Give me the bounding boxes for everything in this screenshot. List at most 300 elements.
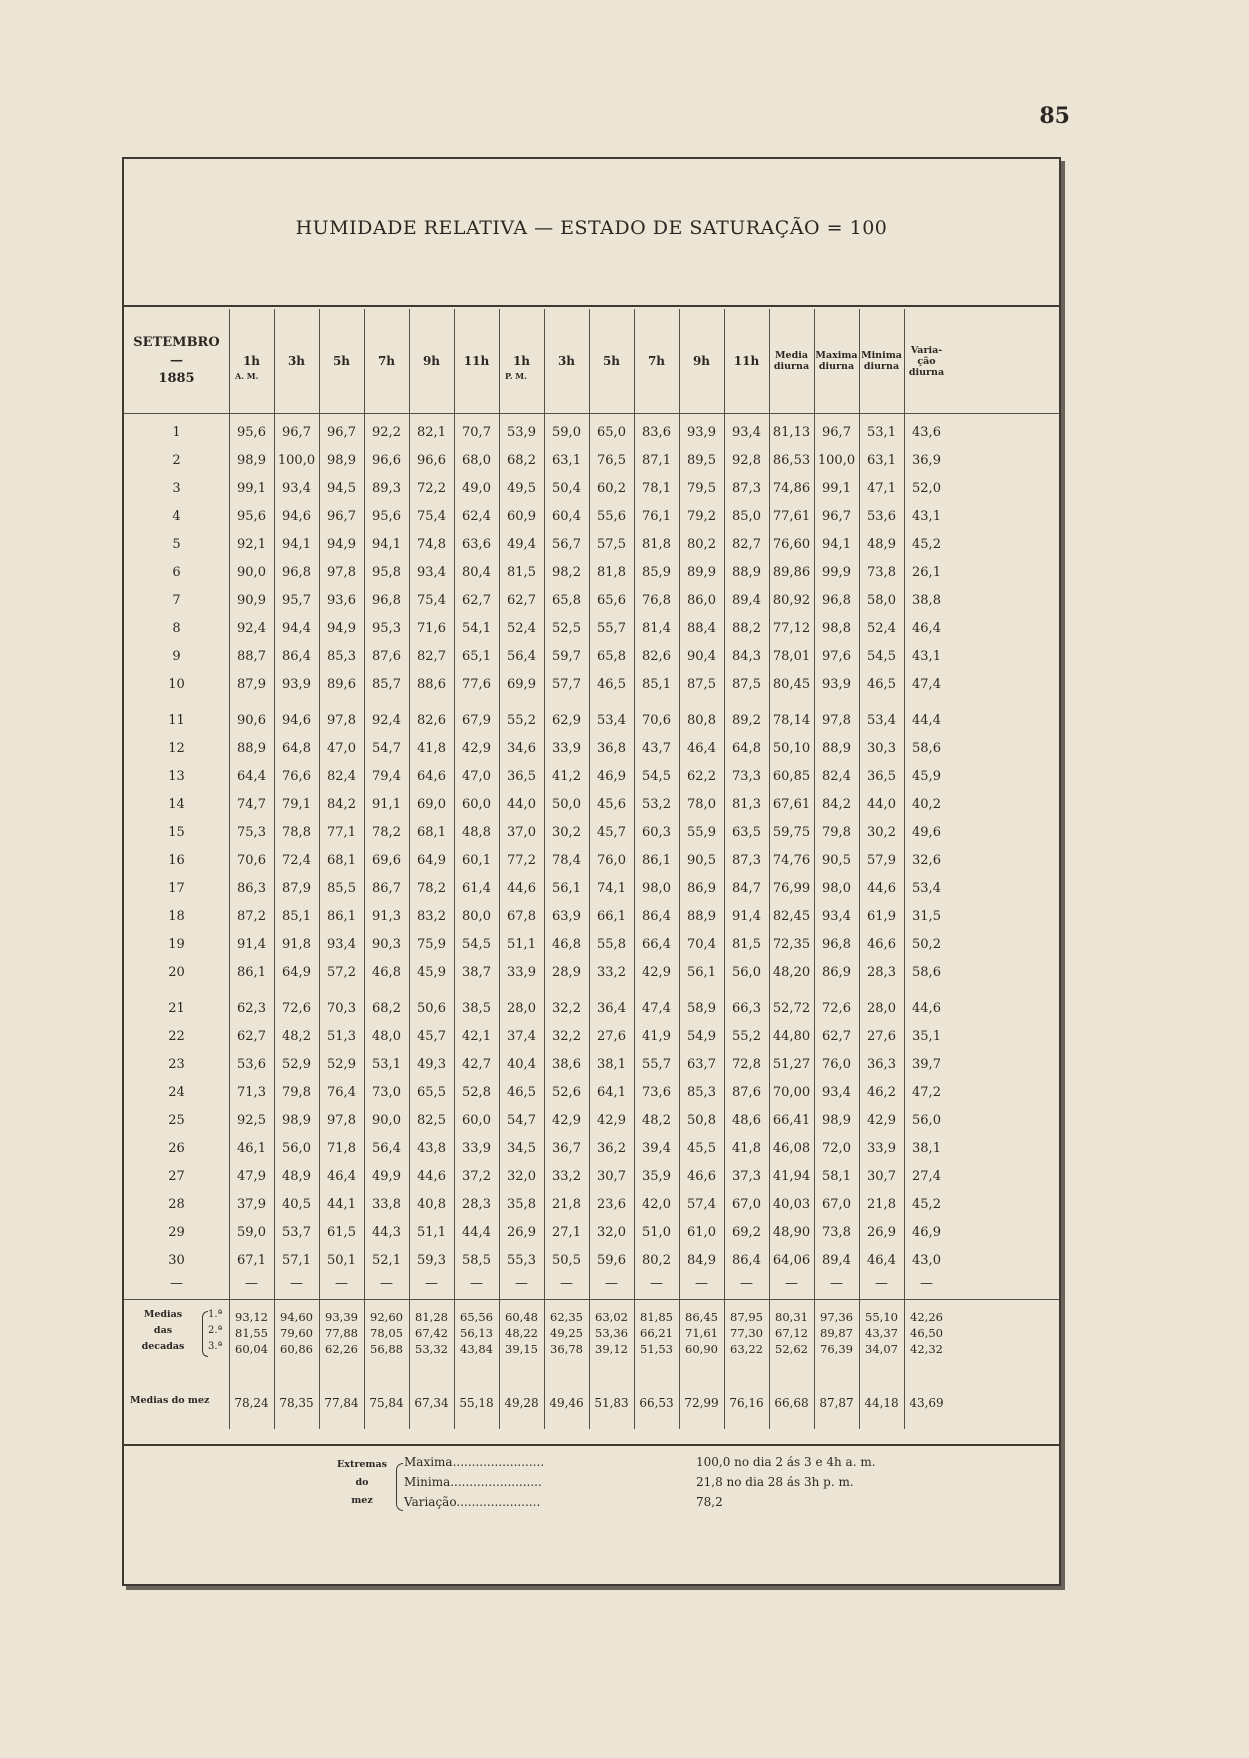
value-cell: 50,10 [772, 741, 811, 756]
value-cell: 51,1 [417, 1225, 446, 1240]
decada-value: 39,12 [595, 1342, 628, 1356]
value-cell: 62,9 [552, 713, 581, 728]
decadas-rule [124, 1299, 1059, 1300]
value-cell: 96,6 [417, 453, 446, 468]
value-cell: 50,4 [552, 481, 581, 496]
value-cell: 56,7 [552, 537, 581, 552]
value-cell: 90,5 [822, 853, 851, 868]
value-cell: 98,9 [327, 453, 356, 468]
value-cell: 64,8 [732, 741, 761, 756]
value-cell: 28,3 [462, 1197, 491, 1212]
day-number: 14 [168, 797, 185, 812]
table-row [124, 1023, 1059, 1051]
hour-label: 1h [242, 354, 261, 368]
value-cell: 88,4 [687, 621, 716, 636]
value-cell: 55,6 [597, 509, 626, 524]
dash-mark: — [875, 1276, 888, 1291]
decada-value: 63,22 [730, 1342, 763, 1356]
value-cell: 27,6 [867, 1029, 896, 1044]
value-cell: 63,9 [552, 909, 581, 924]
mez-value: 44,18 [864, 1396, 899, 1410]
decada-value: 92,60 [370, 1310, 403, 1324]
value-cell: 83,6 [642, 425, 671, 440]
hour-label: 1h [512, 354, 531, 368]
value-cell: 90,5 [687, 853, 716, 868]
value-cell: 58,6 [912, 965, 941, 980]
value-cell: 70,4 [687, 937, 716, 952]
value-cell: 69,9 [507, 677, 536, 692]
value-cell: 50,8 [687, 1113, 716, 1128]
value-cell: 52,4 [507, 621, 536, 636]
table-row [124, 791, 1059, 819]
value-cell: 21,8 [867, 1197, 896, 1212]
value-cell: 40,5 [282, 1197, 311, 1212]
value-cell: 53,1 [867, 425, 896, 440]
value-cell: 44,6 [507, 881, 536, 896]
value-cell: 82,6 [642, 649, 671, 664]
value-cell: 86,1 [642, 853, 671, 868]
value-cell: 52,0 [912, 481, 941, 496]
day-number: 9 [172, 649, 181, 664]
value-cell: 93,4 [732, 425, 761, 440]
value-cell: 87,2 [237, 909, 266, 924]
value-cell: 28,0 [867, 1001, 896, 1016]
value-cell: 59,0 [552, 425, 581, 440]
value-cell: 87,6 [732, 1085, 761, 1100]
value-cell: 42,9 [597, 1113, 626, 1128]
value-cell: 93,4 [822, 1085, 851, 1100]
value-cell: 95,8 [372, 565, 401, 580]
value-cell: 80,92 [772, 593, 811, 608]
value-cell: 98,2 [552, 565, 581, 580]
value-cell: 39,7 [912, 1057, 941, 1072]
value-cell: 44,3 [372, 1225, 401, 1240]
value-cell: 93,9 [822, 677, 851, 692]
value-cell: 64,6 [417, 769, 446, 784]
header-hour-5 [409, 309, 454, 413]
extremas-bracket [396, 1463, 403, 1511]
value-cell: 89,9 [687, 565, 716, 580]
value-cell: 66,3 [732, 1001, 761, 1016]
value-cell: 46,4 [687, 741, 716, 756]
value-cell: 48,9 [867, 537, 896, 552]
value-cell: 55,8 [597, 937, 626, 952]
value-cell: 32,2 [552, 1029, 581, 1044]
value-cell: 44,4 [462, 1225, 491, 1240]
value-cell: 74,1 [597, 881, 626, 896]
value-cell: 84,9 [687, 1253, 716, 1268]
dash-mark: — [920, 1276, 933, 1291]
header-hour-3 [319, 309, 364, 413]
decada-value: 89,87 [820, 1326, 853, 1340]
value-cell: 95,6 [372, 509, 401, 524]
value-cell: 76,0 [822, 1057, 851, 1072]
value-cell: 57,1 [282, 1253, 311, 1268]
value-cell: 97,8 [327, 565, 356, 580]
value-cell: 61,5 [327, 1225, 356, 1240]
decada-value: 43,37 [865, 1326, 898, 1340]
mez-value: 49,28 [504, 1396, 539, 1410]
value-cell: 27,1 [552, 1225, 581, 1240]
day-number: 16 [168, 853, 185, 868]
table-row [124, 531, 1059, 559]
value-cell: 36,2 [597, 1141, 626, 1156]
value-cell: 88,9 [732, 565, 761, 580]
value-cell: 81,5 [732, 937, 761, 952]
value-cell: 57,2 [327, 965, 356, 980]
value-cell: 61,9 [867, 909, 896, 924]
value-cell: 48,2 [282, 1029, 311, 1044]
dash-mark: — [740, 1276, 753, 1291]
mez-value: 78,24 [234, 1396, 269, 1410]
decada-value: 60,04 [235, 1342, 268, 1356]
decadas-label-1: Medias [143, 1309, 183, 1320]
table-row [124, 819, 1059, 847]
value-cell: 89,86 [772, 565, 811, 580]
value-cell: 74,7 [237, 797, 266, 812]
value-cell: 84,2 [822, 797, 851, 812]
value-cell: 80,2 [642, 1253, 671, 1268]
value-cell: 86,4 [282, 649, 311, 664]
value-cell: 94,5 [327, 481, 356, 496]
value-cell: 58,6 [912, 741, 941, 756]
value-cell: 60,9 [507, 509, 536, 524]
value-cell: 73,3 [732, 769, 761, 784]
day-number: 18 [168, 909, 185, 924]
value-cell: 46,8 [372, 965, 401, 980]
table-row [124, 763, 1059, 791]
value-cell: 63,1 [867, 453, 896, 468]
value-cell: 36,8 [597, 741, 626, 756]
value-cell: 87,3 [732, 853, 761, 868]
day-number: 10 [168, 677, 185, 692]
value-cell: 26,9 [507, 1225, 536, 1240]
dash-mark: — [290, 1276, 303, 1291]
medias-mez-label: Medias do mez [130, 1395, 210, 1406]
dash-mark: — [830, 1276, 843, 1291]
value-cell: 56,4 [372, 1141, 401, 1156]
header-month: SETEMBRO [133, 335, 220, 350]
value-cell: 70,00 [772, 1085, 811, 1100]
value-cell: 82,7 [732, 537, 761, 552]
value-cell: 78,14 [772, 713, 811, 728]
value-cell: 72,6 [282, 1001, 311, 1016]
decada-value: 56,88 [370, 1342, 403, 1356]
value-cell: 74,8 [417, 537, 446, 552]
value-cell: 94,1 [372, 537, 401, 552]
decada-value: 62,35 [550, 1310, 583, 1324]
value-cell: 64,4 [237, 769, 266, 784]
value-cell: 52,72 [772, 1001, 811, 1016]
table-row [124, 1163, 1059, 1191]
decadas-label-3: decadas [141, 1341, 185, 1352]
value-cell: 21,8 [552, 1197, 581, 1212]
value-cell: 71,8 [327, 1141, 356, 1156]
value-cell: 46,08 [772, 1141, 811, 1156]
table-row [124, 1079, 1059, 1107]
hour-label: 9h [692, 354, 711, 368]
header-hour-6 [454, 309, 499, 413]
value-cell: 72,6 [822, 1001, 851, 1016]
table-title: HUMIDADE RELATIVA — ESTADO DE SATURAÇÃO = 100 [295, 217, 888, 239]
decada-value: 60,48 [505, 1310, 538, 1324]
value-cell: 96,8 [372, 593, 401, 608]
value-cell: 38,1 [597, 1057, 626, 1072]
value-cell: 51,27 [772, 1057, 811, 1072]
value-cell: 40,8 [417, 1197, 446, 1212]
value-cell: 68,2 [372, 1001, 401, 1016]
decada-value: 78,05 [370, 1326, 403, 1340]
value-cell: 44,6 [912, 1001, 941, 1016]
decada-value: 63,02 [595, 1310, 628, 1324]
value-cell: 78,2 [417, 881, 446, 896]
value-cell: 82,4 [822, 769, 851, 784]
value-cell: 51,0 [642, 1225, 671, 1240]
day-number: 5 [172, 537, 181, 552]
decada-value: 81,28 [415, 1310, 448, 1324]
value-cell: 88,7 [237, 649, 266, 664]
value-cell: 54,9 [687, 1029, 716, 1044]
value-cell: 48,8 [462, 825, 491, 840]
value-cell: 46,4 [327, 1169, 356, 1184]
value-cell: 64,1 [597, 1085, 626, 1100]
table-row [124, 995, 1059, 1023]
value-cell: 62,7 [507, 593, 536, 608]
value-cell: 42,0 [642, 1197, 671, 1212]
value-cell: 50,5 [552, 1253, 581, 1268]
value-cell: 48,2 [642, 1113, 671, 1128]
day-number: 13 [168, 769, 185, 784]
dash-mark: — [245, 1276, 258, 1291]
value-cell: 42,9 [462, 741, 491, 756]
value-cell: 91,3 [372, 909, 401, 924]
value-cell: 34,6 [507, 741, 536, 756]
title-rule [124, 305, 1059, 307]
value-cell: 88,2 [732, 621, 761, 636]
value-cell: 46,6 [687, 1169, 716, 1184]
header-hour-1 [229, 309, 274, 413]
value-cell: 42,9 [867, 1113, 896, 1128]
value-cell: 53,1 [372, 1057, 401, 1072]
value-cell: 96,8 [282, 565, 311, 580]
value-cell: 68,1 [417, 825, 446, 840]
value-cell: 26,9 [867, 1225, 896, 1240]
value-cell: 82,5 [417, 1113, 446, 1128]
decada-value: 43,84 [460, 1342, 493, 1356]
value-cell: 77,61 [772, 509, 811, 524]
table-row [124, 931, 1059, 959]
value-cell: 47,2 [912, 1085, 941, 1100]
value-cell: 43,0 [912, 1253, 941, 1268]
value-cell: 58,1 [822, 1169, 851, 1184]
value-cell: 48,90 [772, 1225, 811, 1240]
value-cell: 37,9 [237, 1197, 266, 1212]
hour-label: 5h [602, 354, 621, 368]
value-cell: 57,5 [597, 537, 626, 552]
extrema-minima-name: Minima........................ [404, 1475, 542, 1489]
table-row [124, 1135, 1059, 1163]
value-cell: 54,1 [462, 621, 491, 636]
value-cell: 30,7 [867, 1169, 896, 1184]
decada-value: 71,61 [685, 1326, 718, 1340]
value-cell: 36,5 [507, 769, 536, 784]
value-cell: 87,9 [282, 881, 311, 896]
medias-mez-row [124, 1389, 1059, 1417]
value-cell: 64,8 [282, 741, 311, 756]
decada-value: 80,31 [775, 1310, 808, 1324]
mez-value: 66,68 [774, 1396, 809, 1410]
value-cell: 44,4 [912, 713, 941, 728]
value-cell: 98,0 [822, 881, 851, 896]
value-cell: 33,2 [552, 1169, 581, 1184]
dash-mark: — [170, 1276, 183, 1291]
value-cell: 99,1 [822, 481, 851, 496]
value-cell: 93,4 [327, 937, 356, 952]
value-cell: 47,1 [867, 481, 896, 496]
extrema-minima-value: 21,8 no dia 28 ás 3h p. m. [696, 1475, 854, 1489]
value-cell: 78,8 [282, 825, 311, 840]
decada-value: 77,88 [325, 1326, 358, 1340]
value-cell: 45,6 [597, 797, 626, 812]
value-cell: 52,4 [867, 621, 896, 636]
value-cell: 86,4 [732, 1253, 761, 1268]
value-cell: 72,2 [417, 481, 446, 496]
table-row [124, 643, 1059, 671]
value-cell: 27,6 [597, 1029, 626, 1044]
value-cell: 37,3 [732, 1169, 761, 1184]
decada-value: 42,26 [910, 1310, 943, 1324]
value-cell: 49,6 [912, 825, 941, 840]
value-cell: 63,1 [552, 453, 581, 468]
value-cell: 80,45 [772, 677, 811, 692]
value-cell: 92,5 [237, 1113, 266, 1128]
page-number: 85 [1039, 103, 1070, 129]
value-cell: 71,6 [417, 621, 446, 636]
value-cell: 80,0 [462, 909, 491, 924]
value-cell: 79,8 [822, 825, 851, 840]
mez-value: 72,99 [684, 1396, 719, 1410]
decada-value: 79,60 [280, 1326, 313, 1340]
value-cell: 87,6 [372, 649, 401, 664]
value-cell: 46,5 [597, 677, 626, 692]
value-cell: 94,6 [282, 509, 311, 524]
stat-label: Minima diurna [861, 350, 902, 372]
value-cell: 94,4 [282, 621, 311, 636]
hour-label: 11h [733, 354, 760, 368]
value-cell: 98,0 [642, 881, 671, 896]
value-cell: 86,1 [237, 965, 266, 980]
dash-mark: — [785, 1276, 798, 1291]
value-cell: 55,2 [732, 1029, 761, 1044]
value-cell: 98,9 [237, 453, 266, 468]
value-cell: 46,4 [912, 621, 941, 636]
mez-value: 76,16 [729, 1396, 764, 1410]
value-cell: 44,1 [327, 1197, 356, 1212]
value-cell: 46,9 [597, 769, 626, 784]
extremas-label-3: mez [351, 1495, 373, 1506]
header-hour-11 [679, 309, 724, 413]
decada-value: 81,55 [235, 1326, 268, 1340]
value-cell: 81,5 [507, 565, 536, 580]
value-cell: 60,0 [462, 797, 491, 812]
header-stat-4 [904, 309, 949, 413]
value-cell: 81,8 [642, 537, 671, 552]
value-cell: 65,1 [462, 649, 491, 664]
value-cell: 32,2 [552, 1001, 581, 1016]
decada-value: 42,32 [910, 1342, 943, 1356]
value-cell: 69,0 [417, 797, 446, 812]
day-number: 29 [168, 1225, 185, 1240]
header-dash: — [170, 353, 183, 368]
value-cell: 33,9 [462, 1141, 491, 1156]
value-cell: 36,7 [552, 1141, 581, 1156]
value-cell: 60,0 [462, 1113, 491, 1128]
value-cell: 89,4 [822, 1253, 851, 1268]
value-cell: 55,7 [642, 1057, 671, 1072]
value-cell: 53,4 [912, 881, 941, 896]
data-grid [124, 309, 1059, 1429]
value-cell: 47,4 [912, 677, 941, 692]
value-cell: 33,8 [372, 1197, 401, 1212]
value-cell: 90,0 [237, 565, 266, 580]
hour-label: 3h [287, 354, 306, 368]
extrema-variacao-name: Variação...................... [404, 1495, 541, 1509]
value-cell: 42,9 [642, 965, 671, 980]
value-cell: 44,6 [867, 881, 896, 896]
value-cell: 66,1 [597, 909, 626, 924]
value-cell: 59,6 [597, 1253, 626, 1268]
value-cell: 64,06 [772, 1253, 811, 1268]
day-number: 25 [168, 1113, 185, 1128]
value-cell: 43,6 [912, 425, 941, 440]
value-cell: 96,8 [822, 593, 851, 608]
value-cell: 82,45 [772, 909, 811, 924]
value-cell: 91,4 [732, 909, 761, 924]
table-row [124, 615, 1059, 643]
value-cell: 37,0 [507, 825, 536, 840]
value-cell: 85,3 [327, 649, 356, 664]
day-number: 20 [168, 965, 185, 980]
table-row [124, 903, 1059, 931]
value-cell: 61,0 [687, 1225, 716, 1240]
value-cell: 92,1 [237, 537, 266, 552]
value-cell: 46,2 [867, 1085, 896, 1100]
value-cell: 31,5 [912, 909, 941, 924]
value-cell: 59,75 [772, 825, 811, 840]
value-cell: 96,7 [822, 509, 851, 524]
value-cell: 93,4 [822, 909, 851, 924]
value-cell: 59,7 [552, 649, 581, 664]
value-cell: 53,9 [507, 425, 536, 440]
value-cell: 76,4 [327, 1085, 356, 1100]
value-cell: 79,5 [687, 481, 716, 496]
value-cell: 40,03 [772, 1197, 811, 1212]
value-cell: 54,5 [642, 769, 671, 784]
table-row [124, 1247, 1059, 1275]
value-cell: 43,7 [642, 741, 671, 756]
value-cell: 69,6 [372, 853, 401, 868]
value-cell: 55,3 [507, 1253, 536, 1268]
value-cell: 96,7 [327, 425, 356, 440]
value-cell: 90,9 [237, 593, 266, 608]
value-cell: 86,0 [687, 593, 716, 608]
value-cell: 87,9 [237, 677, 266, 692]
header-year: 1885 [158, 371, 195, 386]
value-cell: 65,0 [597, 425, 626, 440]
value-cell: 92,8 [732, 453, 761, 468]
value-cell: 89,2 [732, 713, 761, 728]
decada-value: 93,39 [325, 1310, 358, 1324]
